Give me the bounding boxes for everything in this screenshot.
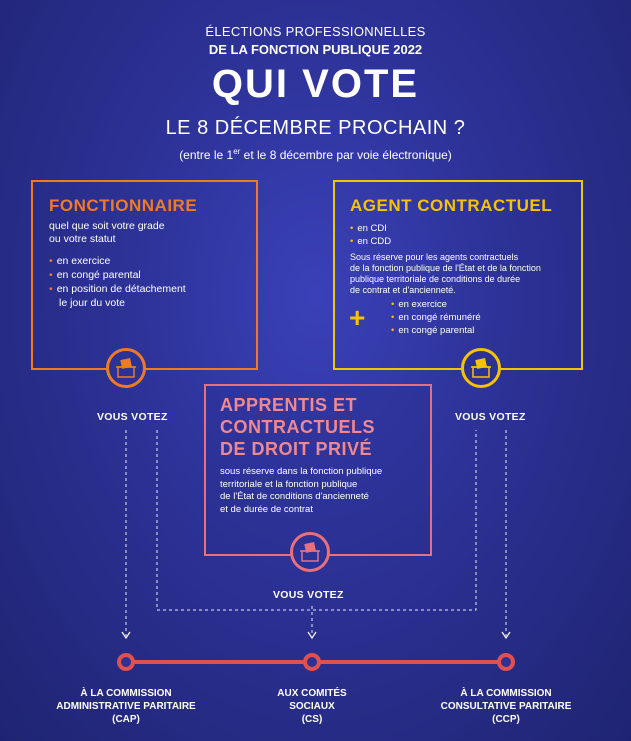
agent-reserve: Sous réserve pour les agents contractuels de la fonction publique de l'État et de la fonction publique territoriale de conditions de durée de contrat et d'ancienneté. xyxy=(350,252,541,295)
list-item: • en exercice xyxy=(391,298,481,311)
vote-label-agent: VOUS VOTEZ xyxy=(455,411,526,423)
vote-label-apprentis: VOUS VOTEZ xyxy=(273,589,344,601)
ballot-box-icon xyxy=(106,348,146,388)
commission-cs: AUX COMITÉS SOCIAUX (CS) xyxy=(277,688,347,725)
commission-cap: À LA COMMISSION ADMINISTRATIVE PARITAIRE (CAP) xyxy=(56,688,196,725)
agent-title: AGENT CONTRACTUEL xyxy=(350,196,553,215)
commission-ccp: À LA COMMISSION CONSULTATIVE PARITAIRE (CCP) xyxy=(440,688,572,725)
apprentis-title: APPRENTIS ET CONTRACTUELS DE DROIT PRIVÉ xyxy=(220,395,375,459)
header-line-1: ÉLECTIONS PROFESSIONNELLES xyxy=(205,24,426,39)
plus-icon: + xyxy=(349,302,366,333)
ballot-box-icon xyxy=(461,348,501,388)
header-line-2: DE LA FONCTION PUBLIQUE 2022 xyxy=(208,42,423,57)
date-note: (entre le 1er et le 8 décembre par voie électronique) xyxy=(179,147,452,162)
agent-sub-list xyxy=(391,298,481,337)
fonctionnaire-intro: quel que soit votre grade ou votre statut xyxy=(49,220,165,245)
list-item: • en exercice xyxy=(49,254,186,268)
date-line: LE 8 DÉCEMBRE PROCHAIN ? xyxy=(165,117,466,139)
list-item: • en position de détachement xyxy=(49,282,186,296)
list-item: • en CDD xyxy=(350,235,391,248)
vote-label-fonctionnaire: VOUS VOTEZ xyxy=(97,411,168,423)
list-item: • en congé rémunéré xyxy=(391,311,481,324)
timeline-node-cap xyxy=(119,655,133,669)
list-item: • en CDI xyxy=(350,222,391,235)
card-fonctionnaire xyxy=(31,180,258,370)
fonctionnaire-title: FONCTIONNAIRE xyxy=(49,196,198,215)
list-item: le jour du vote xyxy=(59,297,125,309)
apprentis-text: sous réserve dans la fonction publique territoriale et la fonction publique de l'État de conditions d'ancienneté et de durée de contrat xyxy=(220,466,383,515)
fonctionnaire-list xyxy=(49,254,186,310)
card-agent-contractuel xyxy=(333,180,583,370)
ballot-box-icon xyxy=(290,532,330,572)
timeline-node-cs xyxy=(305,655,319,669)
card-apprentis xyxy=(204,384,432,556)
agent-list xyxy=(350,222,391,248)
list-item: • en congé parental xyxy=(49,268,186,282)
list-item: • en congé parental xyxy=(391,324,481,337)
timeline-node-ccp xyxy=(499,655,513,669)
page-title: QUI VOTE xyxy=(211,62,420,106)
